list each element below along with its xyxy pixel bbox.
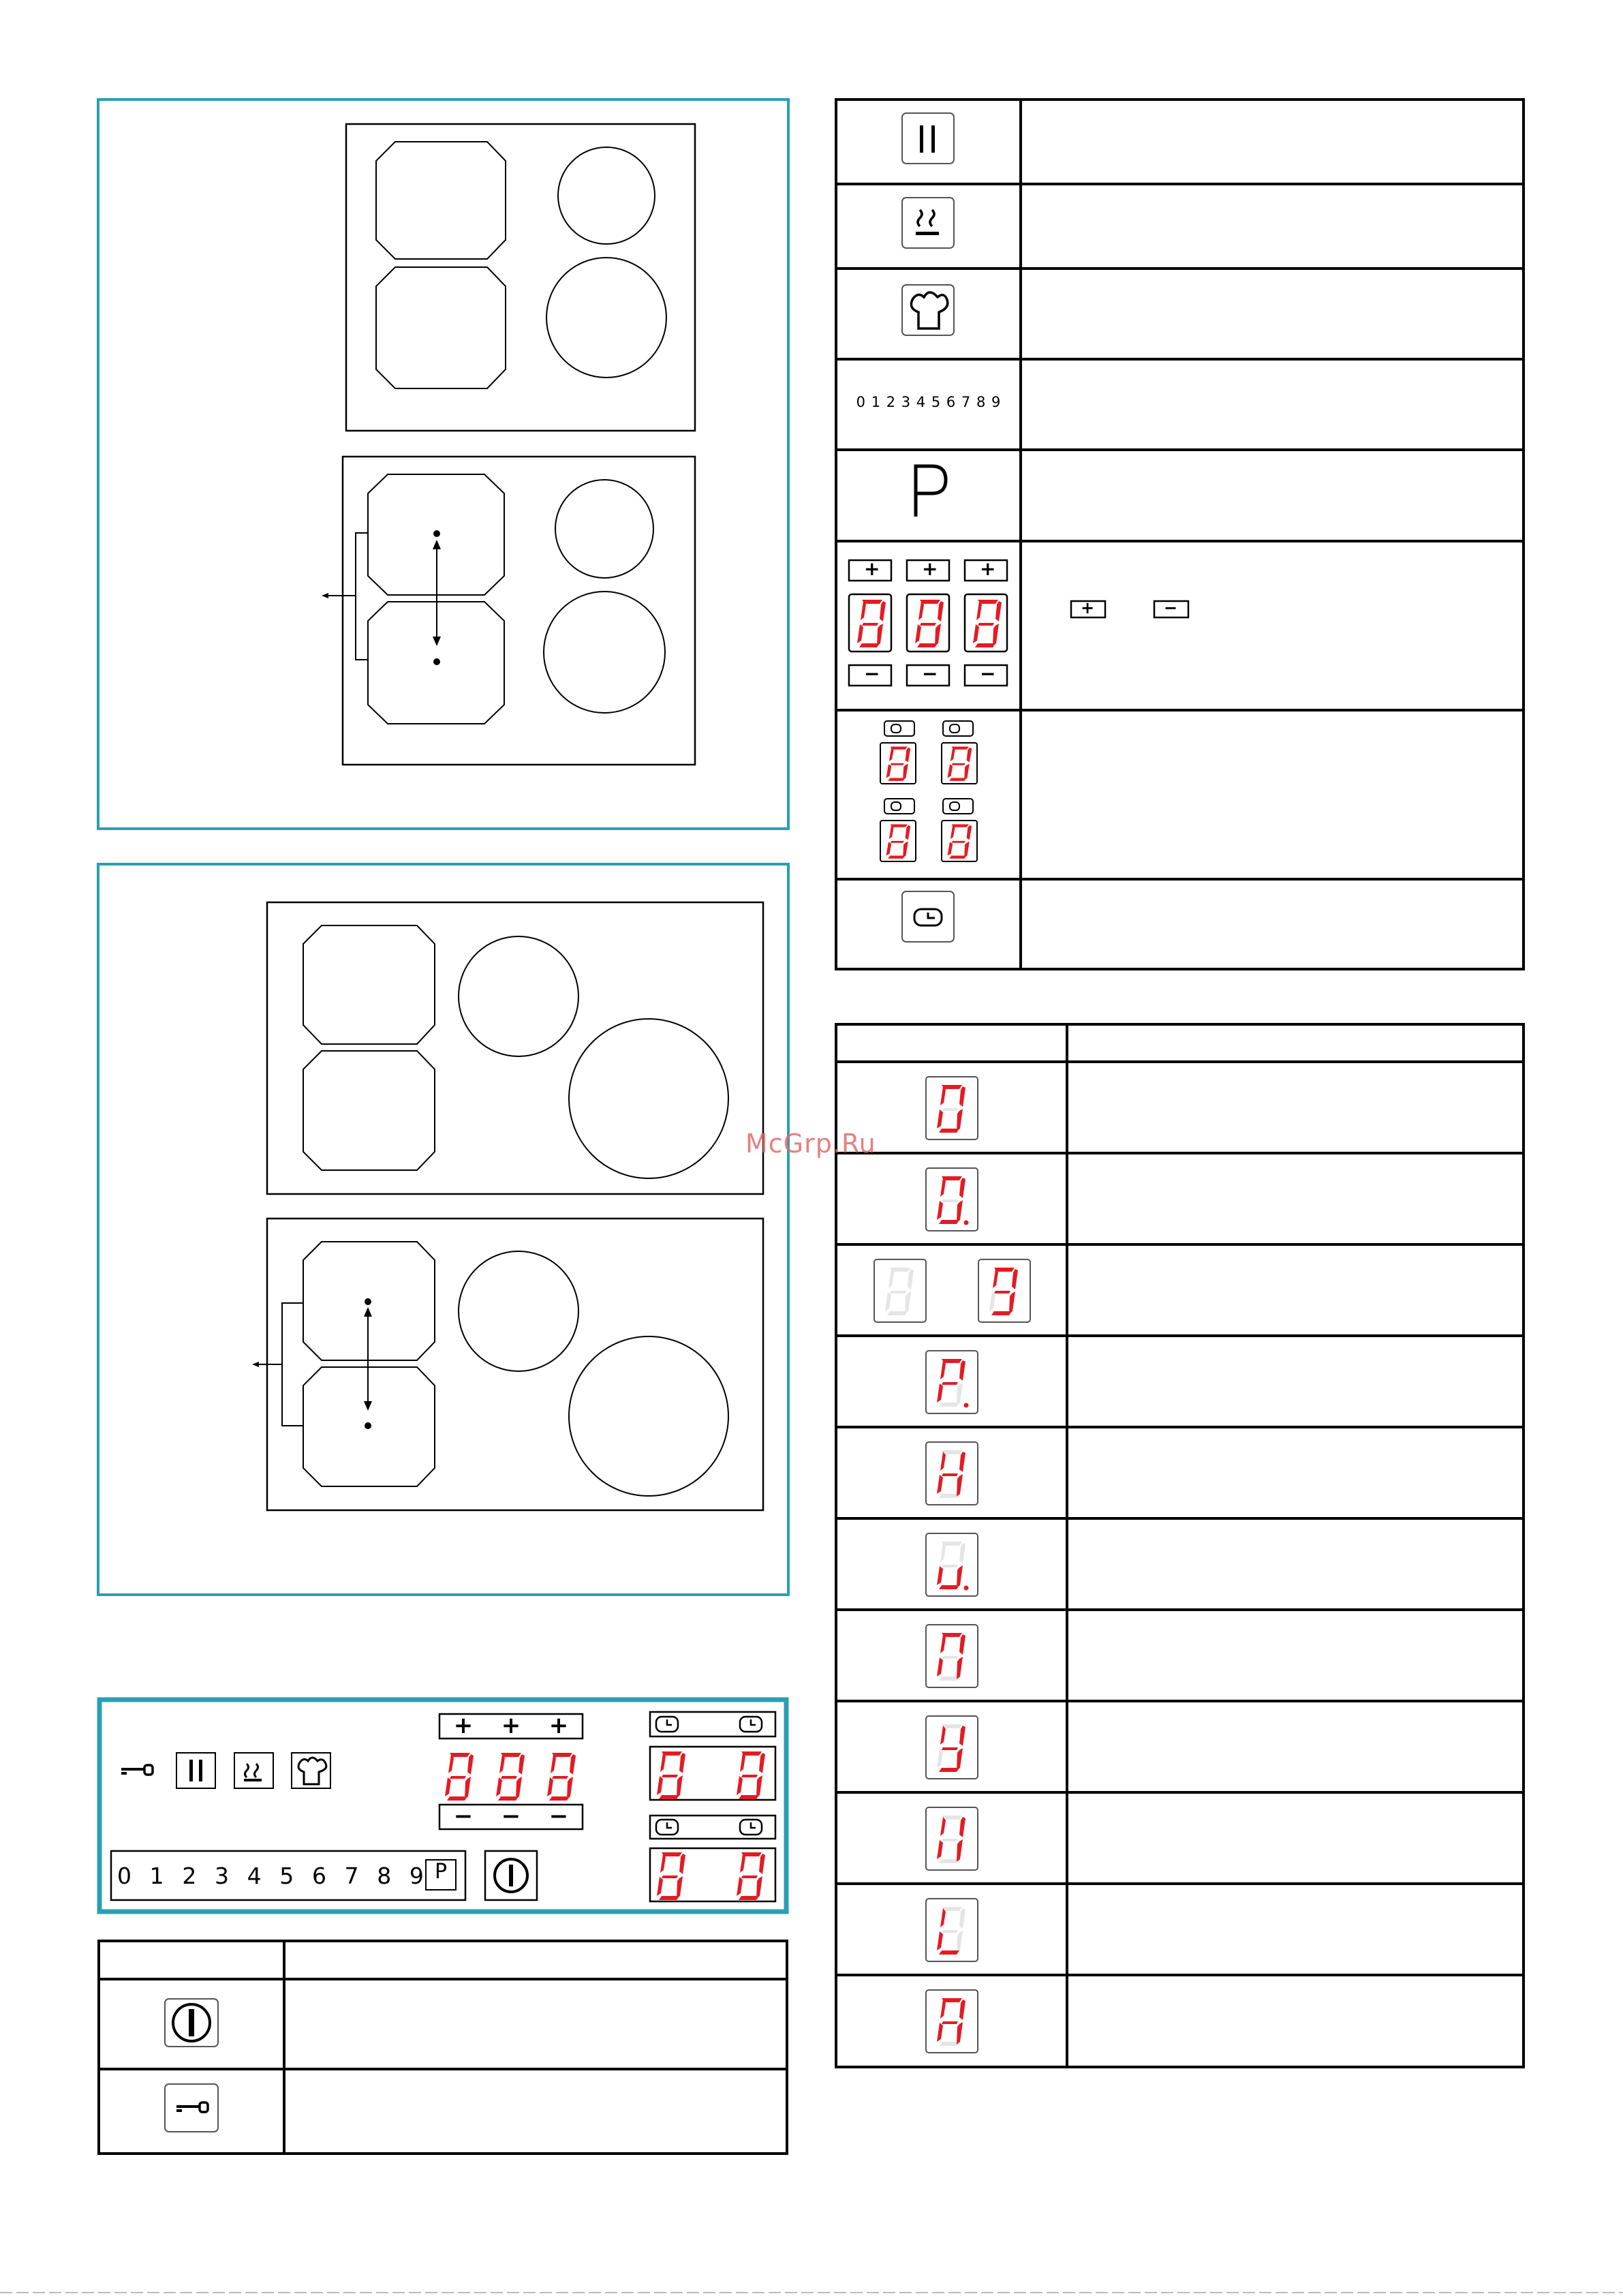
plus-button-1[interactable]: + bbox=[453, 1712, 474, 1739]
plus-button-2[interactable]: + bbox=[501, 1712, 521, 1739]
bottom-left-table-icons bbox=[165, 1999, 218, 2132]
power-level-2[interactable]: 2 bbox=[182, 1862, 197, 1889]
power-level-3[interactable]: 3 bbox=[214, 1862, 229, 1889]
zone-display-minus-signs bbox=[849, 662, 1007, 686]
minus-sign: − bbox=[980, 662, 996, 685]
power-level-slider[interactable] bbox=[117, 1855, 424, 1896]
cooktop-diagram-wide bbox=[98, 864, 788, 1595]
power-level-8[interactable]: 8 bbox=[377, 1862, 392, 1889]
power-level-4[interactable]: 4 bbox=[247, 1862, 262, 1889]
plus-sign: + bbox=[864, 557, 880, 580]
minus-sign: − bbox=[922, 662, 938, 685]
display-symbols-table-frame bbox=[836, 1024, 1524, 2067]
minus-button-1[interactable]: − bbox=[453, 1803, 474, 1830]
power-level-1[interactable]: 1 bbox=[149, 1862, 164, 1889]
display-symbols bbox=[874, 1077, 1030, 2053]
power-level-6[interactable]: 6 bbox=[311, 1862, 326, 1889]
power-level-5[interactable]: 5 bbox=[279, 1862, 294, 1889]
power-level-9[interactable]: 9 bbox=[409, 1862, 424, 1889]
plus-sign: + bbox=[980, 557, 996, 580]
key-lock-icon bbox=[121, 1765, 153, 1775]
plus-sign: + bbox=[922, 557, 938, 580]
plus-button-3[interactable]: + bbox=[548, 1712, 569, 1739]
minus-button-3[interactable]: − bbox=[548, 1803, 569, 1830]
zone-plus-buttons bbox=[439, 1713, 583, 1739]
cooktop-diagram-narrow bbox=[98, 100, 788, 829]
zone-minus-buttons bbox=[439, 1803, 583, 1829]
power-level-0[interactable]: 0 bbox=[117, 1862, 132, 1889]
right-top-table-icons bbox=[849, 113, 1188, 942]
power-scale-label: 0 1 2 3 4 5 6 7 8 9 bbox=[856, 394, 1002, 410]
inline-minus-icon: − bbox=[1164, 598, 1178, 617]
power-level-7[interactable]: 7 bbox=[344, 1862, 359, 1889]
right-top-table-frame bbox=[836, 100, 1524, 969]
boost-button[interactable]: P bbox=[434, 1860, 448, 1884]
minus-button-2[interactable]: − bbox=[501, 1803, 521, 1830]
minus-sign: − bbox=[864, 662, 880, 685]
watermark: McGrp.Ru bbox=[745, 1129, 876, 1159]
inline-plus-icon: + bbox=[1081, 598, 1095, 617]
zone-display-plus-signs bbox=[849, 557, 1007, 581]
